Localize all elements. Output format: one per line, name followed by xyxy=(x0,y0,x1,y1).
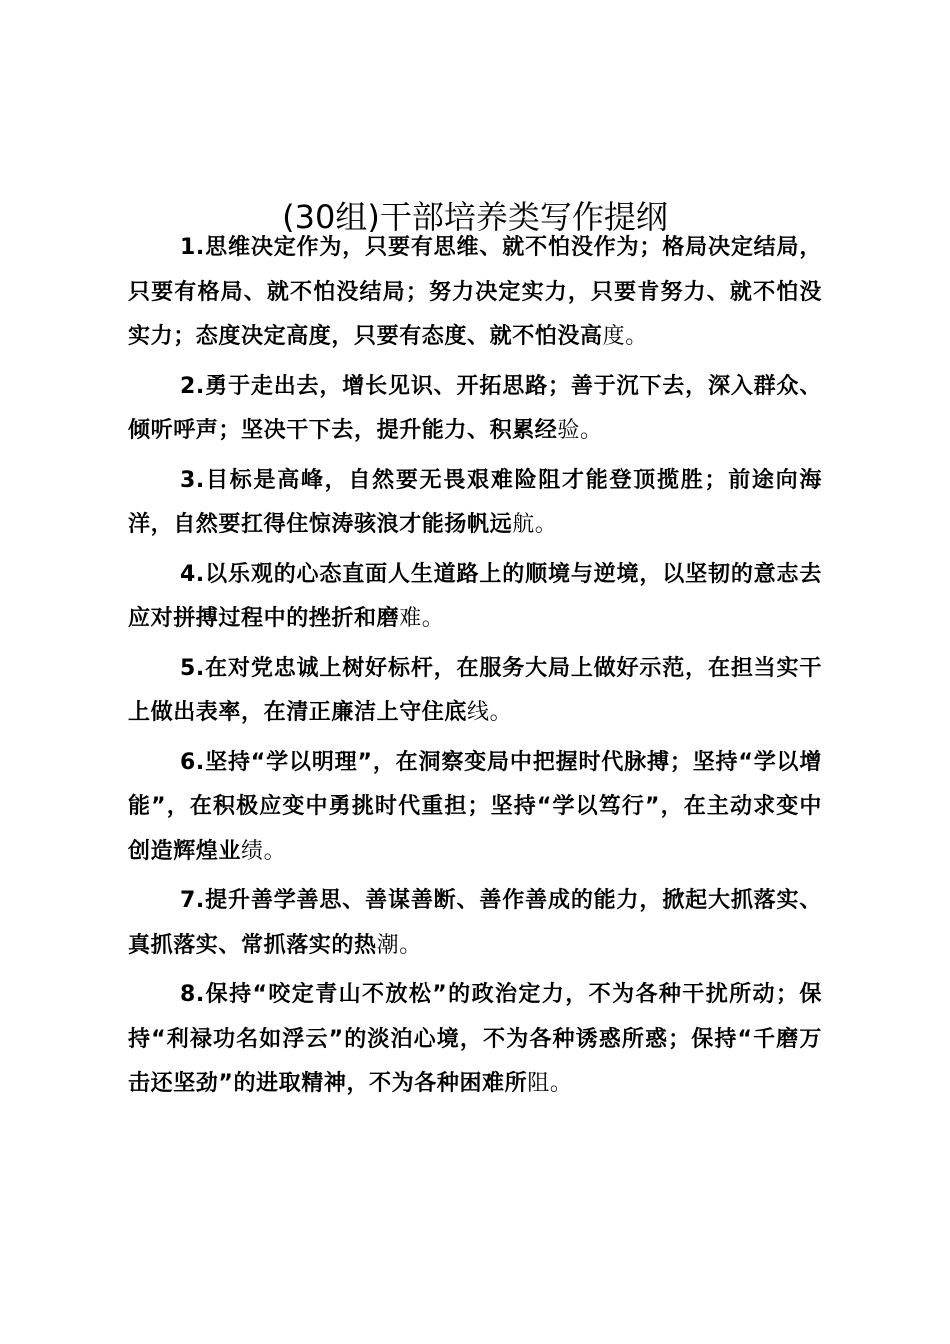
paragraph-7-tail: 潮。 xyxy=(376,932,422,958)
paragraph-4-tail: 难。 xyxy=(399,606,445,631)
document-title: (30组)干部培养类写作提纲 xyxy=(282,198,668,237)
paragraph-4 xyxy=(128,553,822,642)
paragraph-2-tail: 验。 xyxy=(557,418,603,443)
paragraph-1-tail: 度。 xyxy=(602,324,648,349)
paragraph-3-tail: 航。 xyxy=(512,512,558,537)
paragraph-6 xyxy=(128,741,822,875)
paragraph-1-text: 1.思维决定作为，只要有思维、就不怕没作为；格局决定结局，只要有格局、就不怕没结局；努力决定实力，只要肯努力、就不怕没实力；态度决定高度，只要有态度、就不怕没高 xyxy=(128,235,822,349)
paragraph-8 xyxy=(128,973,822,1107)
paragraph-3 xyxy=(128,459,822,548)
document-body xyxy=(128,226,822,1112)
paragraph-5 xyxy=(128,647,822,736)
paragraph-2-text: 2.勇于走出去，增长见识、开拓思路；善于沉下去，深入群众、倾听呼声；坚决干下去，提升能力、积累经 xyxy=(128,373,822,443)
paragraph-7 xyxy=(128,879,822,968)
paragraph-8-tail: 阻。 xyxy=(527,1071,573,1096)
paragraph-6-tail: 绩。 xyxy=(241,838,287,864)
paragraph-5-tail: 线。 xyxy=(467,700,513,725)
paragraph-6-text: 6.坚持“学以明理”，在洞察变局中把握时代脉搏；坚持“学以增能”，在积极应变中勇挑时代重担；坚持“学以笃行”，在主动求变中创造辉煌业 xyxy=(128,749,822,864)
paragraph-4-text: 4.以乐观的心态直面人生道路上的顺境与逆境，以坚韧的意志去应对拼搏过程中的挫折和磨 xyxy=(128,561,822,631)
paragraph-3-text: 3.目标是高峰，自然要无畏艰难险阻才能登顶揽胜；前途向海洋，自然要扛得住惊涛骇浪才能扬帆远 xyxy=(128,467,822,537)
paragraph-2 xyxy=(128,365,822,454)
paragraph-8-text: 8.保持“咬定青山不放松”的政治定力，不为各种干扰所动；保持“利禄功名如浮云”的淡泊心境，不为各种诱惑所惑；保持“千磨万击还坚劲”的进取精神，不为各种困难所 xyxy=(128,982,822,1096)
paragraph-1 xyxy=(128,226,822,360)
paragraph-5-text: 5.在对党忠诚上树好标杆，在服务大局上做好示范，在担当实干上做出表率，在清正廉洁上守住底 xyxy=(128,655,822,725)
paragraph-7-text: 7.提升善学善思、善谋善断、善作善成的能力，掀起大抓落实、真抓落实、常抓落实的热 xyxy=(128,888,822,958)
